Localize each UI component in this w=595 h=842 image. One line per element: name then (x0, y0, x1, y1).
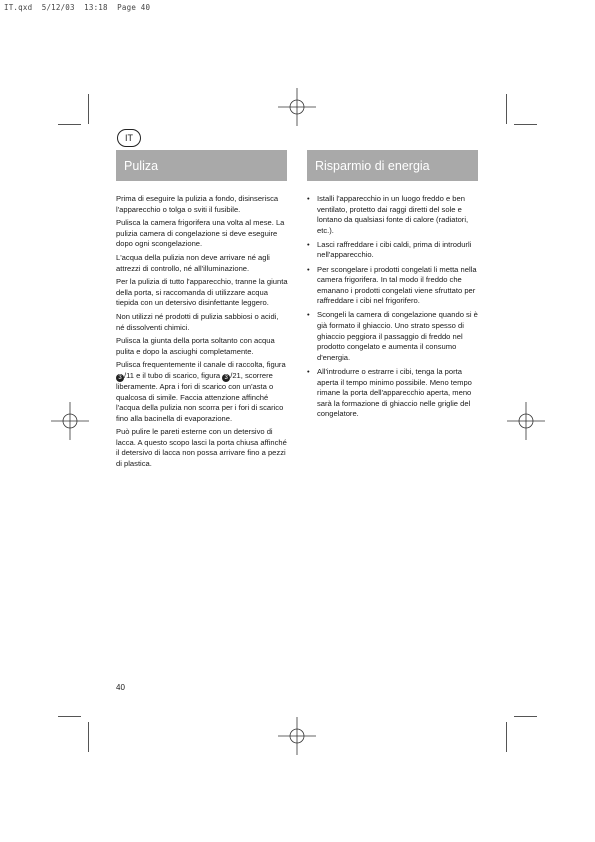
list-item (307, 194, 479, 236)
crop-mark (88, 94, 89, 124)
paragraph (116, 360, 288, 424)
paragraph: Prima di eseguire la pulizia a fondo, disinserisca l'apparecchio o tolga o sviti il fusibile. (116, 194, 279, 214)
crop-mark (514, 124, 537, 125)
print-slug: IT.qxd 5/12/03 13:18 Page 40 (4, 3, 151, 12)
registration-mark-icon (507, 402, 545, 440)
section-title: Risparmio di energia (315, 158, 430, 173)
registration-mark-icon (278, 88, 316, 126)
figure-number-badge: 3 (116, 374, 124, 382)
paragraph: L'acqua della pulizia non deve arrivare né agli attrezzi di controllo, né all'illuminazione. (116, 252, 270, 273)
text-span: /21, scorrere liberamente. Apra i fori di scarico con un'asta o qualcosa di simile. Faccia attenzione affinché l'acqua della pulizia non scorra per i fori di scarico fino alla bacinella di evaporazione. (116, 370, 284, 423)
paragraph: Non utilizzi né prodotti di pulizia sabbiosi o acidi, né dissolventi chimici. (116, 311, 279, 332)
bullet-icon: • (307, 366, 310, 376)
paragraph: Pulisca la giunta della porta soltanto con acqua pulita e dopo la asciughi completamente. (116, 336, 275, 356)
crop-mark (506, 722, 507, 752)
crop-mark (88, 722, 89, 752)
list-item-text: Per scongelare i prodotti congelati li metta nella camera frigorifera. In tal modo il freddo che emanano i prodotti congelati viene sfruttato per raffreddare i cibi nel frigorifero. (317, 264, 477, 306)
registration-mark-icon (51, 402, 89, 440)
registration-mark-icon (278, 717, 316, 755)
list-item-text: Istalli l'apparecchio in un luogo freddo e ben ventilato, protetto dai raggi diretti del sole e lontano da qualsiasi fonte di calore (radiatori, etc.). (317, 194, 469, 235)
text-span: /11 e il tubo di scarico, figura (124, 370, 223, 380)
list-item (307, 240, 479, 261)
bullet-icon: • (307, 264, 310, 274)
paragraph: Pulisca la camera frigorifera una volta al mese. La pulizia camera di congelazione si deve eseguire dopo ogni scongelazione. (116, 218, 285, 249)
crop-mark (506, 94, 507, 124)
list-item-text: Scongeli la camera di congelazione quando si è già formato il ghiaccio. Uno strato spesso di ghiaccio peggiora il passaggio di freddo nel prodotto congelato e aumenta il consumo d'energia. (317, 310, 478, 362)
list-item-text: Lasci raffreddare i cibi caldi, prima di introdurli nell'apparecchio. (317, 239, 472, 260)
list-item (307, 367, 479, 420)
crop-mark (58, 124, 81, 125)
cleaning-column (116, 194, 288, 473)
section-title: Puliza (124, 158, 159, 173)
bullet-icon: • (307, 194, 310, 203)
list-item (307, 310, 479, 363)
language-badge: IT (117, 129, 141, 147)
list-item (307, 265, 479, 307)
figure-number-badge: 3 (222, 374, 230, 382)
section-header-cleaning (116, 150, 287, 181)
page-number: 40 (116, 683, 125, 692)
paragraph: Per la pulizia di tutto l'apparecchio, tranne la giunta della porta, si raccomanda di utilizzare acqua tiepida con un detersivo disinfettante leggero. (116, 277, 288, 308)
bullet-icon: • (307, 239, 310, 249)
text-span: Pulisca frequentemente il canale di raccolta, figura (116, 360, 286, 370)
list-item-text: All'introdurre o estrarre i cibi, tenga la porta aperta il tempo minimo possibile. Meno tempo rimane la porta dell'apparecchio aperta, meno sarà la formazione di ghiaccio nelle griglie del congelatore. (317, 366, 472, 419)
crop-mark (514, 716, 537, 717)
bullet-icon: • (307, 310, 310, 320)
energy-saving-column (307, 194, 479, 423)
crop-mark (58, 716, 81, 717)
section-header-energy-saving (307, 150, 478, 181)
paragraph: Può pulire le pareti esterne con un detersivo di lacca. A questo scopo lasci la porta chiusa affinché il detersivo di lacca non possa arrivare fino a pezzi di plastica. (116, 427, 287, 469)
tips-list (307, 194, 479, 420)
